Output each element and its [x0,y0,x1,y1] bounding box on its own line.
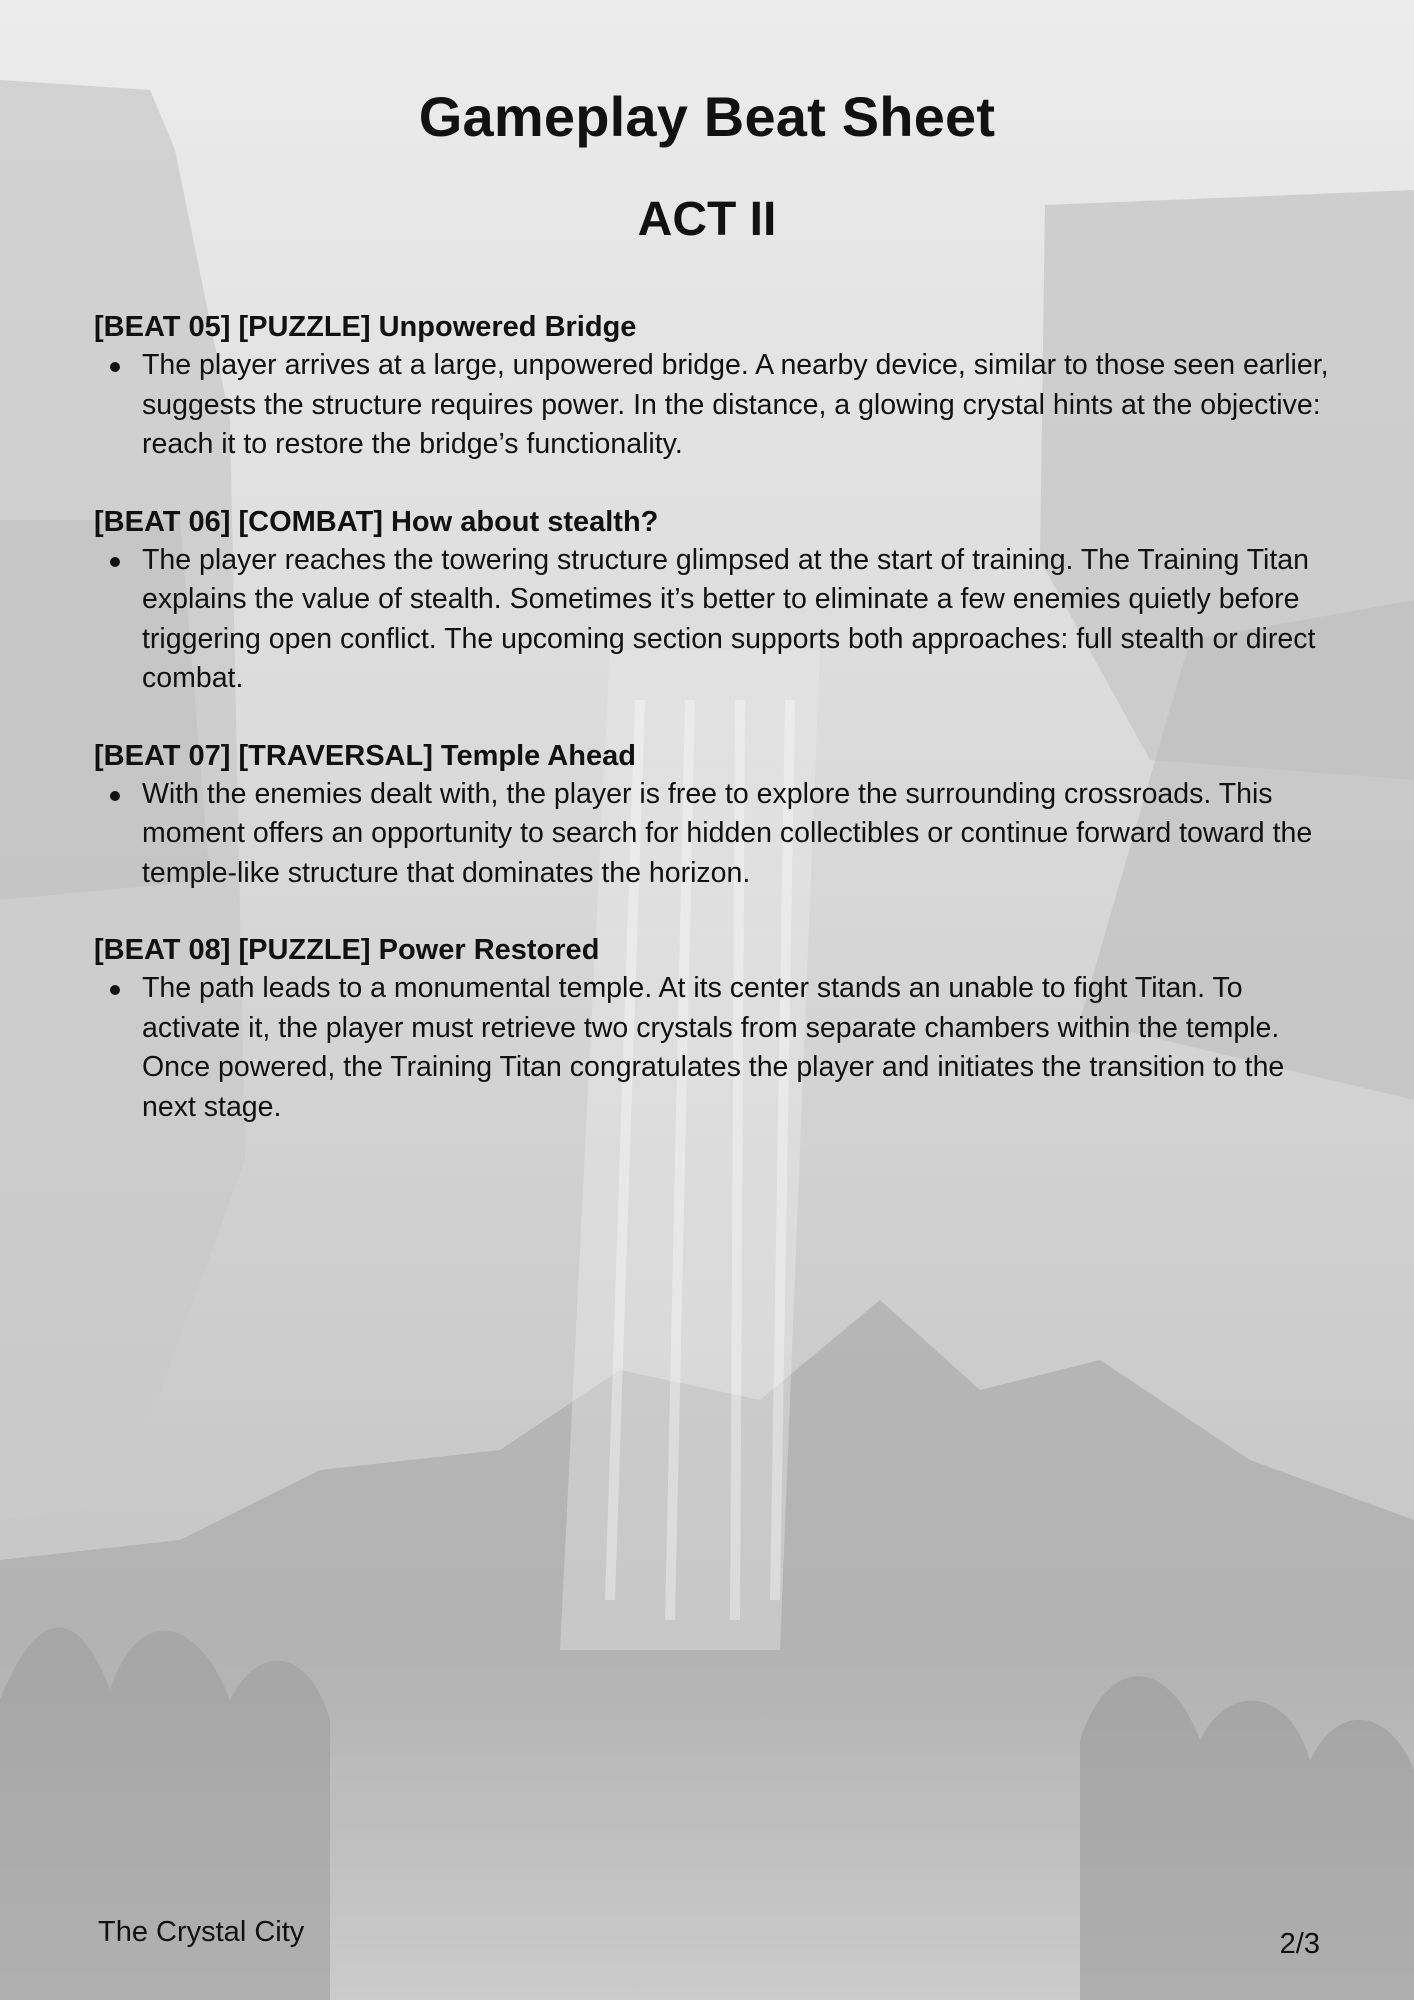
beat-bullets [94,541,1334,699]
beat-bullets [94,969,1334,1127]
list-item [94,541,1334,699]
beat-05 [94,308,1334,465]
list-item [94,346,1334,465]
beat-07 [94,737,1334,894]
beat-heading: [BEAT 06] [COMBAT] How about stealth? [94,505,659,538]
act-title: ACT II [637,193,777,246]
bullet-icon [110,791,120,801]
beat-text: The player reaches the towering structure glimpsed at the start of training. The Training Titan explains the value of stealth. Sometimes it’s better to eliminate a few enemies quietly before triggering open conflict. The upcoming section supports both approaches: full stealth or direct combat. [142,543,1316,694]
list-item [94,775,1334,894]
beat-06 [94,503,1334,699]
page-number: 2/3 [1279,1928,1320,1960]
bullet-icon [110,557,120,567]
beat-heading: [BEAT 07] [TRAVERSAL] Temple Ahead [94,739,636,772]
beat-text: With the enemies dealt with, the player is free to explore the surrounding crossroads. This moment offers an opportunity to search for hidden collectibles or continue forward toward the temple-like structure that dominates the horizon. [142,777,1313,889]
beat-bullets [94,775,1334,894]
list-item [94,969,1334,1127]
beat-text: The path leads to a monumental temple. At its center stands an unable to fight Titan. To activate it, the player must retrieve two crystals from separate chambers within the temple. Once powered, the Training Titan congratulates the player and initiates the transition to the next stage. [142,972,1285,1123]
beats-section [94,308,1334,1165]
footer-location: The Crystal City [98,1916,305,1948]
bullet-icon [110,985,120,995]
document-title: Gameplay Beat Sheet [418,85,996,148]
beat-bullets [94,346,1334,465]
bullet-icon [110,362,120,372]
beat-heading: [BEAT 05] [PUZZLE] Unpowered Bridge [94,311,637,343]
beat-08 [94,931,1334,1127]
beat-text: The player arrives at a large, unpowered bridge. A nearby device, similar to those seen earlier, suggests the structure requires power. In the distance, a glowing crystal hints at the objective: reach it to restore the bridge’s functionality. [142,349,1329,460]
beat-heading: [BEAT 08] [PUZZLE] Power Restored [94,934,600,966]
